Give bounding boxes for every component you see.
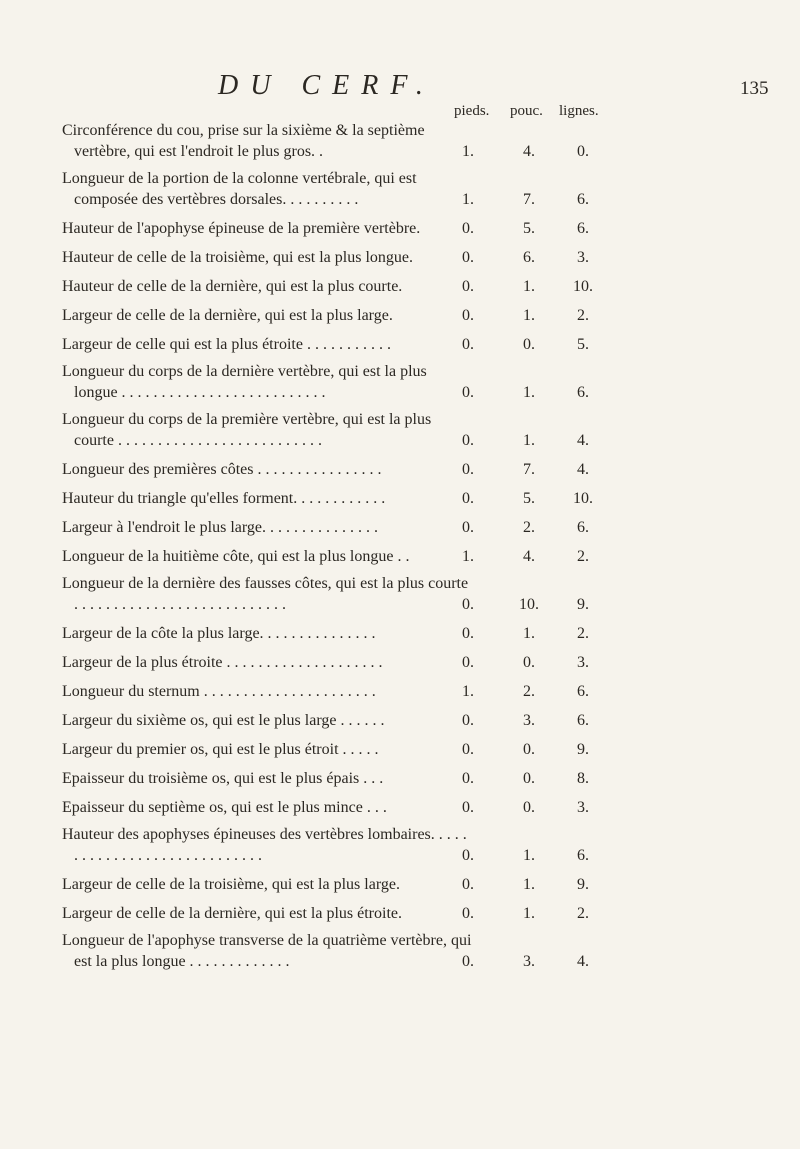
value-lignes: 6. <box>577 191 589 208</box>
row-label: Circonférence du cou, prise sur la sixième & la septième vertèbre, qui est l'endroit le plus gros. . <box>62 122 425 160</box>
value-pouces: 0. <box>523 741 535 758</box>
value-pieds: 0. <box>462 654 474 671</box>
value-pieds: 0. <box>462 712 474 729</box>
row-label: Largeur de celle qui est la plus étroite . . . . . . . . . . . <box>62 336 391 353</box>
value-lignes: 10. <box>573 278 593 295</box>
value-pouces: 3. <box>523 712 535 729</box>
row-label: Epaisseur du troisième os, qui est le plus épais . . . <box>62 770 384 787</box>
value-pieds: 0. <box>462 770 474 787</box>
value-pieds: 0. <box>462 490 474 507</box>
table-row <box>62 824 722 866</box>
table-row <box>62 768 722 789</box>
value-pieds: 0. <box>462 596 474 613</box>
row-label: Largeur de celle de la troisième, qui est la plus large. <box>62 876 400 893</box>
value-pouces: 1. <box>523 876 535 893</box>
table-row <box>62 623 722 644</box>
row-label: Epaisseur du septième os, qui est le plus mince . . . <box>62 799 387 816</box>
value-pieds: 0. <box>462 741 474 758</box>
row-label: Largeur de la plus étroite . . . . . . . . . . . . . . . . . . . . <box>62 654 383 671</box>
value-pouces: 3. <box>523 953 535 970</box>
row-label: Longueur des premières côtes . . . . . . . . . . . . . . . . <box>62 461 382 478</box>
value-pieds: 1. <box>462 143 474 160</box>
row-label: Hauteur de l'apophyse épineuse de la première vertèbre. <box>62 220 421 237</box>
row-label: Longueur du sternum . . . . . . . . . . . . . . . . . . . . . . <box>62 683 376 700</box>
value-lignes: 2. <box>577 905 589 922</box>
value-pouces: 1. <box>523 278 535 295</box>
row-label: Hauteur de celle de la dernière, qui est la plus courte. <box>62 278 403 295</box>
table-row <box>62 517 722 538</box>
value-pouces: 7. <box>523 461 535 478</box>
table-row <box>62 797 722 818</box>
table-row <box>62 120 722 162</box>
value-pouces: 1. <box>523 847 535 864</box>
value-lignes: 10. <box>573 490 593 507</box>
value-lignes: 8. <box>577 770 589 787</box>
row-label: Largeur du premier os, qui est le plus étroit . . . . . <box>62 741 379 758</box>
value-pieds: 0. <box>462 519 474 536</box>
value-lignes: 3. <box>577 799 589 816</box>
value-pieds: 1. <box>462 683 474 700</box>
value-pouces: 0. <box>523 770 535 787</box>
row-label: Largeur de celle de la dernière, qui est la plus large. <box>62 307 393 324</box>
value-pouces: 0. <box>523 336 535 353</box>
value-pouces: 1. <box>523 905 535 922</box>
table-row <box>62 361 722 403</box>
value-lignes: 2. <box>577 625 589 642</box>
table-row <box>62 546 722 567</box>
value-lignes: 4. <box>577 432 589 449</box>
value-pieds: 0. <box>462 461 474 478</box>
value-pieds: 0. <box>462 278 474 295</box>
value-lignes: 5. <box>577 336 589 353</box>
table-row <box>62 218 722 239</box>
table-row <box>62 652 722 673</box>
value-lignes: 2. <box>577 307 589 324</box>
row-label: Longueur de l'apophyse transverse de la quatrième vertèbre, qui est la plus longue . . . . . . . . . . . . . <box>62 932 472 970</box>
value-pieds: 1. <box>462 191 474 208</box>
table-row <box>62 903 722 924</box>
page-number: 135 <box>740 78 769 99</box>
row-label: Longueur de la huitième côte, qui est la plus longue . . <box>62 548 410 565</box>
value-lignes: 3. <box>577 654 589 671</box>
table-row <box>62 334 722 355</box>
table-row <box>62 409 722 451</box>
row-label: Hauteur des apophyses épineuses des vertèbres lombaires. . . . . . . . . . . . . . . . . . . . . . . . . . . . . <box>62 826 467 864</box>
table-row <box>62 459 722 480</box>
value-lignes: 6. <box>577 384 589 401</box>
value-pieds: 0. <box>462 953 474 970</box>
table-row <box>62 930 722 972</box>
row-label: Longueur de la portion de la colonne vertébrale, qui est composée des vertèbres dorsales. . . . . . . . . . <box>62 170 417 208</box>
row-label: Hauteur de celle de la troisième, qui est la plus longue. <box>62 249 413 266</box>
value-pieds: 0. <box>462 847 474 864</box>
table-row <box>62 681 722 702</box>
value-lignes: 9. <box>577 596 589 613</box>
table-row <box>62 168 722 210</box>
value-pouces: 0. <box>523 654 535 671</box>
row-label: Largeur à l'endroit le plus large. . . . . . . . . . . . . . . <box>62 519 378 536</box>
row-label: Longueur du corps de la dernière vertèbre, qui est la plus longue . . . . . . . . . . . . . . . . . . . . . . . . . . <box>62 363 427 401</box>
value-lignes: 6. <box>577 519 589 536</box>
value-pouces: 1. <box>523 307 535 324</box>
table-row <box>62 276 722 297</box>
value-lignes: 6. <box>577 220 589 237</box>
value-pieds: 0. <box>462 384 474 401</box>
value-lignes: 3. <box>577 249 589 266</box>
table-row <box>62 488 722 509</box>
row-label: Largeur du sixième os, qui est le plus large . . . . . . <box>62 712 385 729</box>
running-header-title: DU CERF. <box>218 70 435 101</box>
value-pouces: 1. <box>523 625 535 642</box>
value-pouces: 4. <box>523 548 535 565</box>
table-row <box>62 247 722 268</box>
value-pouces: 1. <box>523 432 535 449</box>
value-lignes: 9. <box>577 876 589 893</box>
value-pouces: 1. <box>523 384 535 401</box>
value-pouces: 5. <box>523 220 535 237</box>
value-pieds: 0. <box>462 336 474 353</box>
value-pieds: 0. <box>462 799 474 816</box>
value-lignes: 6. <box>577 847 589 864</box>
value-pouces: 2. <box>523 683 535 700</box>
value-pieds: 0. <box>462 876 474 893</box>
value-pieds: 0. <box>462 625 474 642</box>
table-row <box>62 305 722 326</box>
row-label: Largeur de celle de la dernière, qui est la plus étroite. <box>62 905 402 922</box>
value-pouces: 5. <box>523 490 535 507</box>
value-lignes: 6. <box>577 683 589 700</box>
value-pieds: 0. <box>462 432 474 449</box>
value-pouces: 2. <box>523 519 535 536</box>
value-lignes: 4. <box>577 953 589 970</box>
value-lignes: 4. <box>577 461 589 478</box>
value-pouces: 7. <box>523 191 535 208</box>
value-pieds: 0. <box>462 905 474 922</box>
measurement-table <box>62 120 722 972</box>
column-header-lignes: lignes. <box>559 103 599 119</box>
value-lignes: 6. <box>577 712 589 729</box>
row-label: Largeur de la côte la plus large. . . . . . . . . . . . . . . <box>62 625 376 642</box>
table-row <box>62 874 722 895</box>
value-lignes: 0. <box>577 143 589 160</box>
table-row <box>62 710 722 731</box>
value-pieds: 0. <box>462 307 474 324</box>
value-lignes: 2. <box>577 548 589 565</box>
value-pouces: 10. <box>519 596 539 613</box>
value-pieds: 1. <box>462 548 474 565</box>
column-header-pouces: pouc. <box>510 103 543 119</box>
row-label: Hauteur du triangle qu'elles forment. . . . . . . . . . . . <box>62 490 386 507</box>
value-pouces: 0. <box>523 799 535 816</box>
value-pieds: 0. <box>462 220 474 237</box>
row-label: Longueur du corps de la première vertèbre, qui est la plus courte . . . . . . . . . . . . . . . . . . . . . . . . . . <box>62 411 432 449</box>
value-pouces: 6. <box>523 249 535 266</box>
row-label: Longueur de la dernière des fausses côtes, qui est la plus courte . . . . . . . . . . . . . . . . . . . . . . . . . . . <box>62 575 469 613</box>
value-pouces: 4. <box>523 143 535 160</box>
value-lignes: 9. <box>577 741 589 758</box>
table-row <box>62 739 722 760</box>
value-pieds: 0. <box>462 249 474 266</box>
column-header-pieds: pieds. <box>454 103 490 119</box>
table-row <box>62 573 722 615</box>
